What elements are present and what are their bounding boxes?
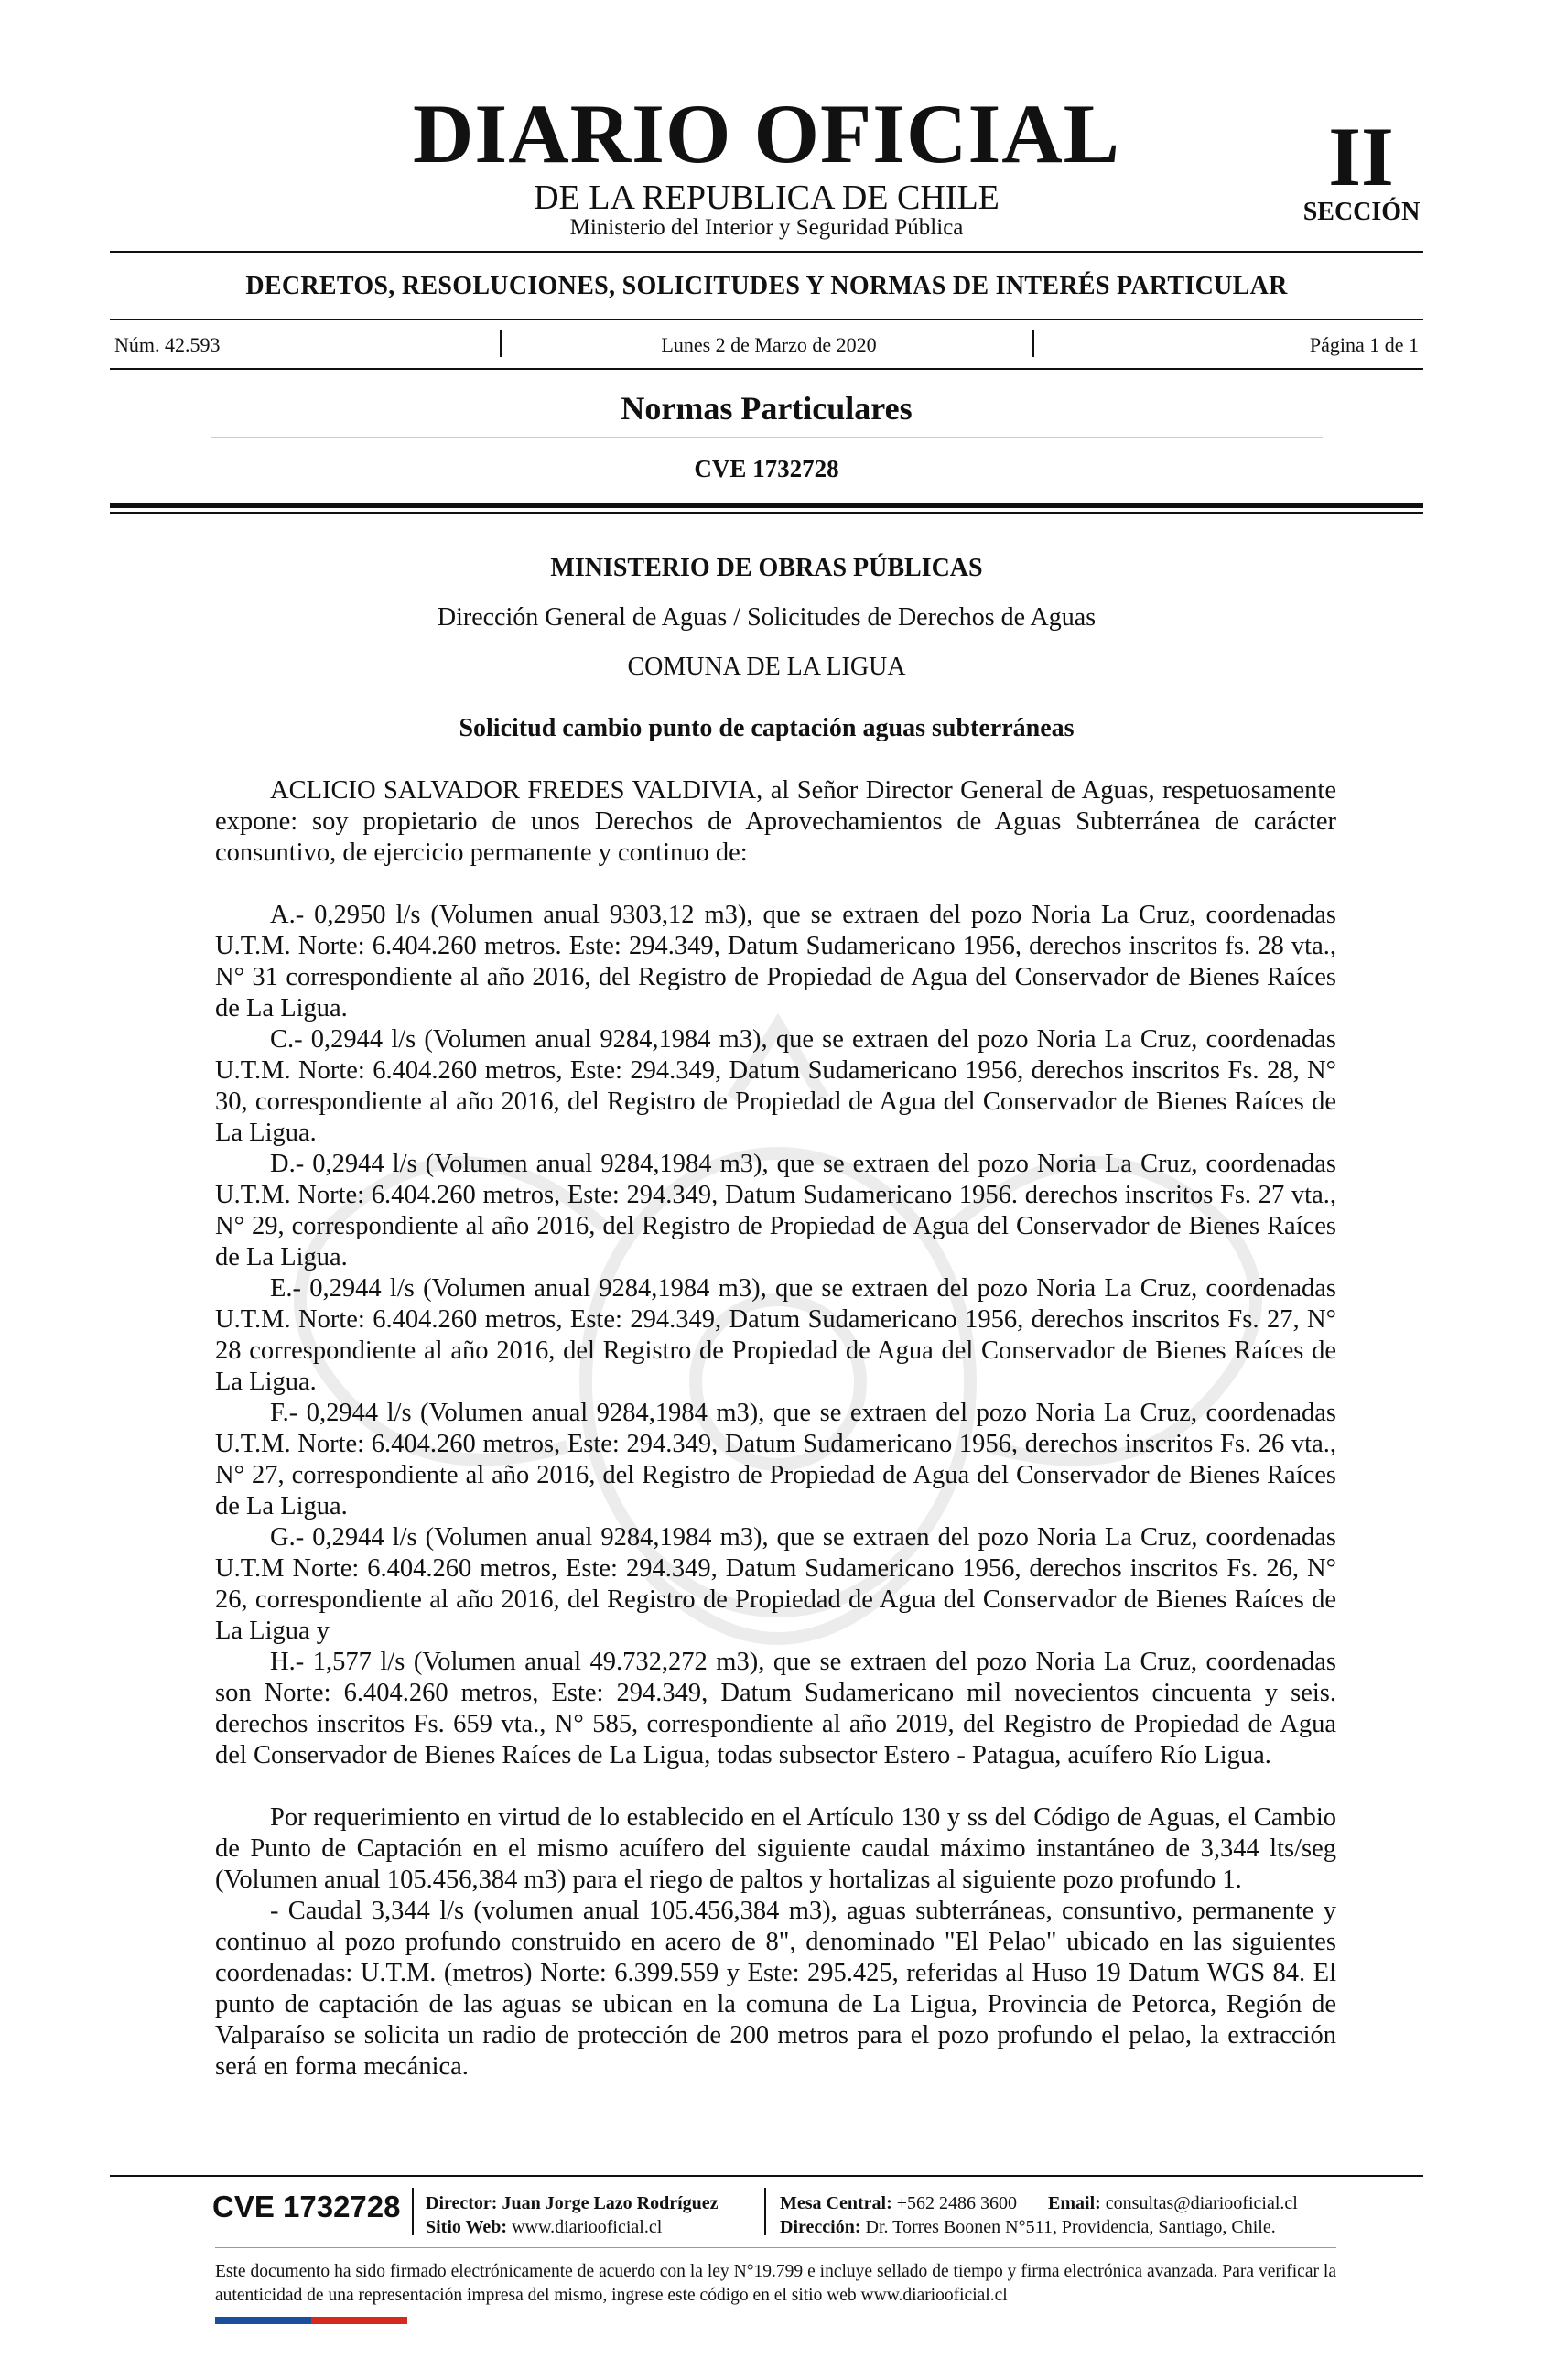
document-body [215,775,1336,2082]
info-rule [110,368,1423,370]
right-item-g: G.- 0,2944 l/s (Volumen anual 9284,1984 m3), que se extraen del pozo Noria La Cruz, coordenadas U.T.M Norte: 6.404.260 metros, Este: 294.349, Datum Sudamericano 1956, derechos inscritos Fs. 26, N° 26, correspondiente al año 2016, del Registro de Propiedad de Agua del Conservador de Bienes Raíces de La Ligua y [215,1523,1336,1645]
right-item-d: D.- 0,2944 l/s (Volumen anual 9284,1984 m3), que se extraen del pozo Noria La Cruz, coordenadas U.T.M. Norte: 6.404.260 metros, Este: 294.349, Datum Sudamericano 1956. derechos inscritos Fs. 27 vta., N° 29, correspondiente al año 2016, del Registro de Propiedad de Agua del Conservador de Bienes Raíces de La Ligua. [215,1150,1336,1271]
banner-rule [110,319,1423,320]
newspaper-subtitle: DE LA REPUBLICA DE CHILE [534,178,1000,217]
address-label: Dirección: [780,2217,861,2237]
director-name: Juan Jorge Lazo Rodríguez [502,2193,719,2213]
footer-contact-block [780,2191,1298,2239]
cve-header: CVE 1732728 [694,455,839,482]
right-item-f: F.- 0,2944 l/s (Volumen anual 9284,1984 m3), que se extraen del pozo Noria La Cruz, coordenadas U.T.M. Norte: 6.404.260 metros, Este: 294.349, Datum Sudamericano 1956, derechos inscritos Fs. 26 vta., N° 27, correspondiente al año 2016, del Registro de Propiedad de Agua del Conservador de Bienes Raíces de La Ligua. [215,1399,1336,1520]
section-number: II [1328,110,1394,203]
request-paragraph: Por requerimiento en virtud de lo establecido en el Artículo 130 y ss del Código de Aguas, el Cambio de Punto de Captación en el mismo acuífero del siguiente caudal máximo instantáneo de 3,344 lts/seg (Volumen anual 105.456,384 m3) para el riego de paltos y hortalizas al siguiente pozo profundo 1. [215,1803,1336,1894]
director-label: Director: [426,2193,498,2213]
phone-value: +562 2486 3600 [896,2193,1018,2213]
footer-separator [764,2188,766,2235]
footer-rule [110,2175,1423,2177]
section-banner: DECRETOS, RESOLUCIONES, SOLICITUDES Y NORMAS DE INTERÉS PARTICULAR [245,272,1288,300]
flow-detail-paragraph: - Caudal 3,344 l/s (volumen anual 105.456,384 m3), aguas subterráneas, consuntivo, permanente y continuo al pozo profundo construido en acero de 8", denominado "El Pelao" ubicado en las siguientes coordenadas: U.T.M. (metros) Norte: 6.399.559 y Este: 295.425, referidas al Huso 19 Datum WGS 84. El punto de captación de las aguas se ubican en la comuna de La Ligua, Provincia de Petorca, Región de Valparaíso se solicita un radio de protección de 200 metros para el pozo profundo el pelao, la extracción será en forma mecánica. [215,1897,1336,2081]
legal-rule [215,2247,1336,2248]
masthead-rule [110,251,1423,253]
intro-paragraph: ACLICIO SALVADOR FREDES VALDIVIA, al Señor Director General de Aguas, respetuosamente expone: soy propietario de unos Derechos de Aprovechamientos de Aguas Subterránea de carácter consuntivo, de ejercicio permanente y continuo de: [215,776,1336,867]
ministry-line: Ministerio del Interior y Seguridad Pública [569,215,964,240]
right-item-c: C.- 0,2944 l/s (Volumen anual 9284,1984 m3), que se extraen del pozo Noria La Cruz, coordenadas U.T.M. Norte: 6.404.260 metros, Este: 294.349, Datum Sudamericano 1956, derechos inscritos Fs. 28, N° 30, correspondiente al año 2016, del Registro de Propiedad de Agua del Conservador de Bienes Raíces de La Ligua. [215,1025,1336,1147]
newspaper-title: DIARIO OFICIAL [412,87,1121,180]
issue-number: Núm. 42.593 [114,333,221,356]
ministry-heading: MINISTERIO DE OBRAS PÚBLICAS [550,554,983,582]
directorate-line: Dirección General de Aguas / Solicitudes de Derechos de Aguas [437,603,1097,632]
request-title: Solicitud cambio punto de captación aguas subterráneas [459,714,1075,742]
footer-director-block [426,2191,719,2239]
footer-separator [412,2188,414,2235]
header-thick-rule [110,503,1423,508]
comuna-line: COMUNA DE LA LIGUA [627,653,906,681]
info-separator [1032,330,1034,357]
issue-date: Lunes 2 de Marzo de 2020 [661,333,877,356]
footer-cve: CVE 1732728 [212,2190,401,2223]
flag-stripe-red [311,2317,407,2324]
phone-label: Mesa Central: [780,2193,892,2213]
email-link[interactable]: consultas@diariooficial.cl [1105,2193,1298,2213]
section-divider [211,437,1323,438]
section-label: SECCIÓN [1302,198,1421,226]
flag-stripe-blue [215,2317,311,2324]
email-label: Email: [1048,2193,1101,2213]
right-item-a: A.- 0,2950 l/s (Volumen anual 9303,12 m3), que se extraen del pozo Noria La Cruz, coordenadas U.T.M. Norte: 6.404.260 metros. Este: 294.349, Datum Sudamericano 1956, derechos inscritos fs. 28 vta., N° 31 correspondiente al año 2016, del Registro de Propiedad de Agua del Conservador de Bienes Raíces de La Ligua. [215,901,1336,1022]
site-link[interactable]: www.diariooficial.cl [512,2217,663,2237]
address-value: Dr. Torres Boonen N°511, Providencia, Santiago, Chile. [865,2217,1276,2237]
page-indicator: Página 1 de 1 [1309,333,1419,356]
site-label: Sitio Web: [426,2217,508,2237]
header-thin-rule [110,512,1423,514]
right-item-e: E.- 0,2944 l/s (Volumen anual 9284,1984 m3), que se extraen del pozo Noria La Cruz, coordenadas U.T.M. Norte: 6.404.260 metros, Este: 294.349, Datum Sudamericano 1956, derechos inscritos Fs. 27, N° 28 correspondiente al año 2016, del Registro de Propiedad de Agua del Conservador de Bienes Raíces de La Ligua. [215,1274,1336,1396]
legal-notice: Este documento ha sido firmado electrónicamente de acuerdo con la ley N°19.799 e incluye sellado de tiempo y firma electrónica avanzada. Para verificar la autenticidad de una representación impresa del mismo, ingrese este código en el sitio web www.diariooficial.cl [215,2262,1336,2305]
right-item-h: H.- 1,577 l/s (Volumen anual 49.732,272 m3), que se extraen del pozo Noria La Cruz, coordenadas son Norte: 6.404.260 metros, Este: 294.349, Datum Sudamericano mil novecientos cincuenta y seis. derechos inscritos Fs. 659 vta., N° 585, correspondiente al año 2019, del Registro de Propiedad de Agua del Conservador de Bienes Raíces de La Ligua, todas subsector Estero - Patagua, acuífero Río Ligua. [215,1648,1336,1769]
section-title: Normas Particulares [621,390,913,427]
